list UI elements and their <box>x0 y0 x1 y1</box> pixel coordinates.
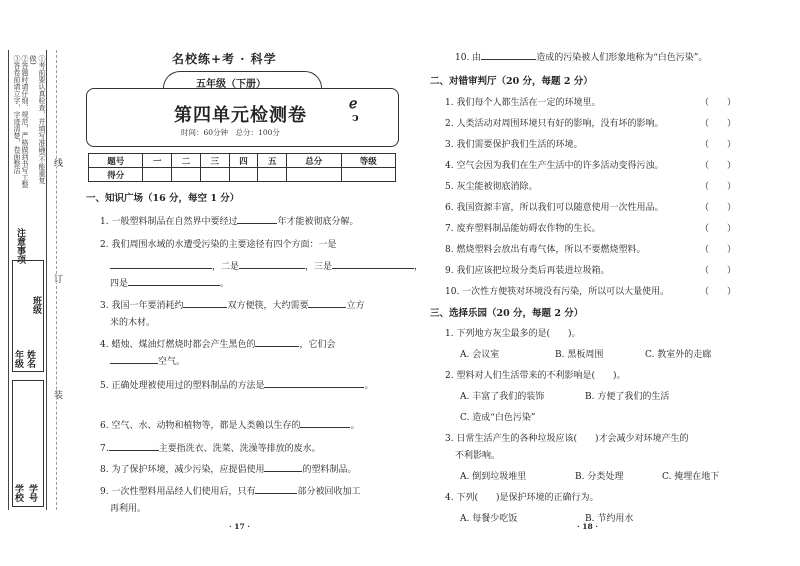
choice-option[interactable]: C. 掩埋在地下 <box>662 472 720 482</box>
answer-blank[interactable] <box>332 259 414 269</box>
answer-paren[interactable]: （ ） <box>700 119 737 129</box>
score-input-cell[interactable] <box>341 168 395 182</box>
choice-question-1: 1. 下列地方灰尘最多的是( )。 <box>445 329 581 339</box>
tf-question-8: 8. 燃烧塑料会放出有毒气体，所以不要燃烧塑料。 <box>445 245 646 255</box>
answer-blank[interactable] <box>183 298 227 308</box>
binding-sidebar <box>0 0 62 566</box>
score-cell: 三 <box>200 154 229 168</box>
answer-blank[interactable] <box>264 378 364 388</box>
time-score: 时间：60分钟 总分：100分 <box>181 128 280 137</box>
answer-paren[interactable]: （ ） <box>700 161 737 171</box>
choice-option[interactable]: A. 会议室 <box>460 350 500 360</box>
score-input-cell[interactable] <box>200 168 229 182</box>
choice-question-2: 2. 塑料对人们生活带来的不利影响是( )。 <box>445 371 626 381</box>
answer-blank[interactable] <box>110 259 212 269</box>
answer-blank[interactable] <box>255 484 297 494</box>
score-table <box>88 153 396 182</box>
question-1: 1. 一般塑料制品在自然界中要经过 年才能被彻底分解。 <box>100 214 358 227</box>
seal-ding-label: 订 <box>52 274 62 283</box>
page-number-left: · 17 · <box>229 522 250 531</box>
score-value-row <box>89 168 396 182</box>
question-3: 3. 我国一年要消耗约 双方便筷，大约需要 立方 <box>100 298 364 311</box>
answer-paren[interactable]: （ ） <box>700 140 737 150</box>
tf-question-9: 9. 我们应该把垃圾分类后再装进垃圾箱。 <box>445 266 610 276</box>
score-cell: 等级 <box>341 154 395 168</box>
score-header-row <box>89 154 396 168</box>
score-cell: 总分 <box>287 154 341 168</box>
choice-option[interactable]: C. 造成“白色污染” <box>460 413 536 423</box>
answer-paren[interactable]: （ ） <box>700 203 737 213</box>
answer-blank[interactable] <box>300 418 350 428</box>
question-4: 4. 蜡烛、煤油灯燃烧时都会产生黑色的 ，它们会 <box>100 337 335 350</box>
grade-label: 年级 <box>13 350 23 368</box>
answer-paren[interactable]: （ ） <box>700 266 737 276</box>
tf-question-2: 2. 人类活动对周围环境只有好的影响，没有坏的影响。 <box>445 119 664 129</box>
decoration-swirl: ℯ <box>349 96 358 112</box>
choice-option[interactable]: B. 黑板周围 <box>555 350 604 360</box>
choice-question-3-line-2: 不利影响。 <box>455 451 501 461</box>
sidebar-note-1: ①考前要认真检查，并填写准确(不能重复做) <box>29 55 46 184</box>
score-cell: 二 <box>172 154 201 168</box>
question-2-line-2: ，二是 ，三是 ， <box>110 259 423 272</box>
choice-question-3: 3. 日常生活产生的各种垃圾应该( )才会减少对环境产生的 <box>445 434 689 444</box>
score-cell: 四 <box>229 154 258 168</box>
answer-paren[interactable]: （ ） <box>700 245 737 255</box>
choice-option[interactable]: A. 倒到垃圾堆里 <box>460 472 527 482</box>
answer-paren[interactable]: （ ） <box>700 224 737 234</box>
question-2: 2. 我们周围水域的水遭受污染的主要途径有四个方面：一是 <box>100 240 337 250</box>
answer-paren[interactable]: （ ） <box>700 287 737 297</box>
answer-blank[interactable] <box>109 441 159 451</box>
question-9-line-2: 再利用。 <box>110 504 147 514</box>
decoration-dots: ↄ <box>352 111 359 124</box>
score-input-cell[interactable] <box>287 168 341 182</box>
seal-zhuang-label: 装 <box>52 390 62 399</box>
answer-blank[interactable] <box>264 462 302 472</box>
choice-option[interactable]: C. 教室外的走廊 <box>645 350 712 360</box>
question-3-line-2: 米的木材。 <box>110 318 156 328</box>
tf-question-5: 5. 灰尘能被彻底消除。 <box>445 182 538 192</box>
sidebar-note-3: ③答卷前请立字，字迹清楚，卷面整洁 <box>13 55 21 174</box>
sidebar-border-left <box>8 50 9 510</box>
answer-blank[interactable] <box>128 276 220 286</box>
question-4-line-2: 空气。 <box>110 354 185 367</box>
grade-badge: 五年级（下册） <box>196 79 266 90</box>
choice-option[interactable]: B. 分类处理 <box>575 472 624 482</box>
question-8: 8. 为了保护环境，减少污染，应提倡使用 的塑料制品。 <box>100 462 356 475</box>
choice-option[interactable]: B. 节约用水 <box>585 514 634 524</box>
tf-question-4: 4. 空气会因为我们在生产生活中的许多活动变得污浊。 <box>445 161 664 171</box>
answer-blank[interactable] <box>255 337 299 347</box>
score-cell: 五 <box>258 154 287 168</box>
answer-blank[interactable] <box>239 259 305 269</box>
answer-blank[interactable] <box>481 50 536 60</box>
school-label: 学校 <box>13 484 23 502</box>
answer-blank[interactable] <box>237 214 277 224</box>
question-7: 7. 主要指洗衣、洗菜、洗澡等排放的废水。 <box>100 441 321 454</box>
score-input-cell[interactable] <box>258 168 287 182</box>
seal-line-label: 线 <box>52 158 62 167</box>
question-9: 9. 一次性塑料用品经人们使用后，只有 部分被回收加工 <box>100 484 360 497</box>
question-2-line-3: 四是 。 <box>110 276 229 289</box>
section-3-heading: 三、选择乐园（20 分，每题 2 分） <box>430 308 584 319</box>
number-label: 学号 <box>27 484 37 502</box>
question-10: 10. 由 造成的污染被人们形象地称为“白色污染”。 <box>455 50 707 63</box>
tf-question-10: 10. 一次性方便筷对环境没有污染，所以可以大量使用。 <box>445 287 670 297</box>
score-cell: 得分 <box>89 168 143 182</box>
answer-blank[interactable] <box>110 354 158 364</box>
score-cell: 一 <box>143 154 172 168</box>
series-title: 名校练+考 · 科学 <box>172 52 277 66</box>
name-label: 姓名 <box>25 350 35 368</box>
answer-blank[interactable] <box>308 298 346 308</box>
score-input-cell[interactable] <box>172 168 201 182</box>
page-number-right: · 18 · <box>577 522 598 531</box>
answer-paren[interactable]: （ ） <box>700 182 737 192</box>
answer-paren[interactable]: （ ） <box>700 98 737 108</box>
sidebar-note-2: ②答题时请仔细、规范，严格做到书写工整 <box>21 55 29 188</box>
choice-option[interactable]: A. 每餐少吃饭 <box>460 514 518 524</box>
choice-option[interactable]: A. 丰富了我们的装饰 <box>460 392 545 402</box>
tf-question-7: 7. 废弃塑料制品能妨碍农作物的生长。 <box>445 224 601 234</box>
choice-question-4: 4. 下列( )是保护环境的正确行为。 <box>445 493 599 503</box>
tf-question-3: 3. 我们需要保护我们生活的环境。 <box>445 140 583 150</box>
section-1-heading: 一、知识广场（16 分，每空 1 分） <box>86 193 240 204</box>
choice-option[interactable]: B. 方便了我们的生活 <box>585 392 670 402</box>
section-2-heading: 二、对错审判厅（20 分，每题 2 分） <box>430 76 593 87</box>
question-5: 5. 正确处理被使用过的塑料制品的方法是 。 <box>100 378 373 391</box>
page-title: 第四单元检测卷 <box>174 105 307 126</box>
score-cell: 题号 <box>89 154 143 168</box>
tf-question-6: 6. 我国资源丰富，所以我们可以随意使用一次性用品。 <box>445 203 664 213</box>
attention-label: 注意事项 <box>15 228 25 264</box>
tf-question-1: 1. 我们每个人都生活在一定的环境里。 <box>445 98 601 108</box>
class-label: 班级 <box>31 296 41 314</box>
score-input-cell[interactable] <box>143 168 172 182</box>
question-6: 6. 空气、水、动物和植物等，都是人类赖以生存的 。 <box>100 418 359 431</box>
score-input-cell[interactable] <box>229 168 258 182</box>
sidebar-border-right <box>46 50 47 510</box>
